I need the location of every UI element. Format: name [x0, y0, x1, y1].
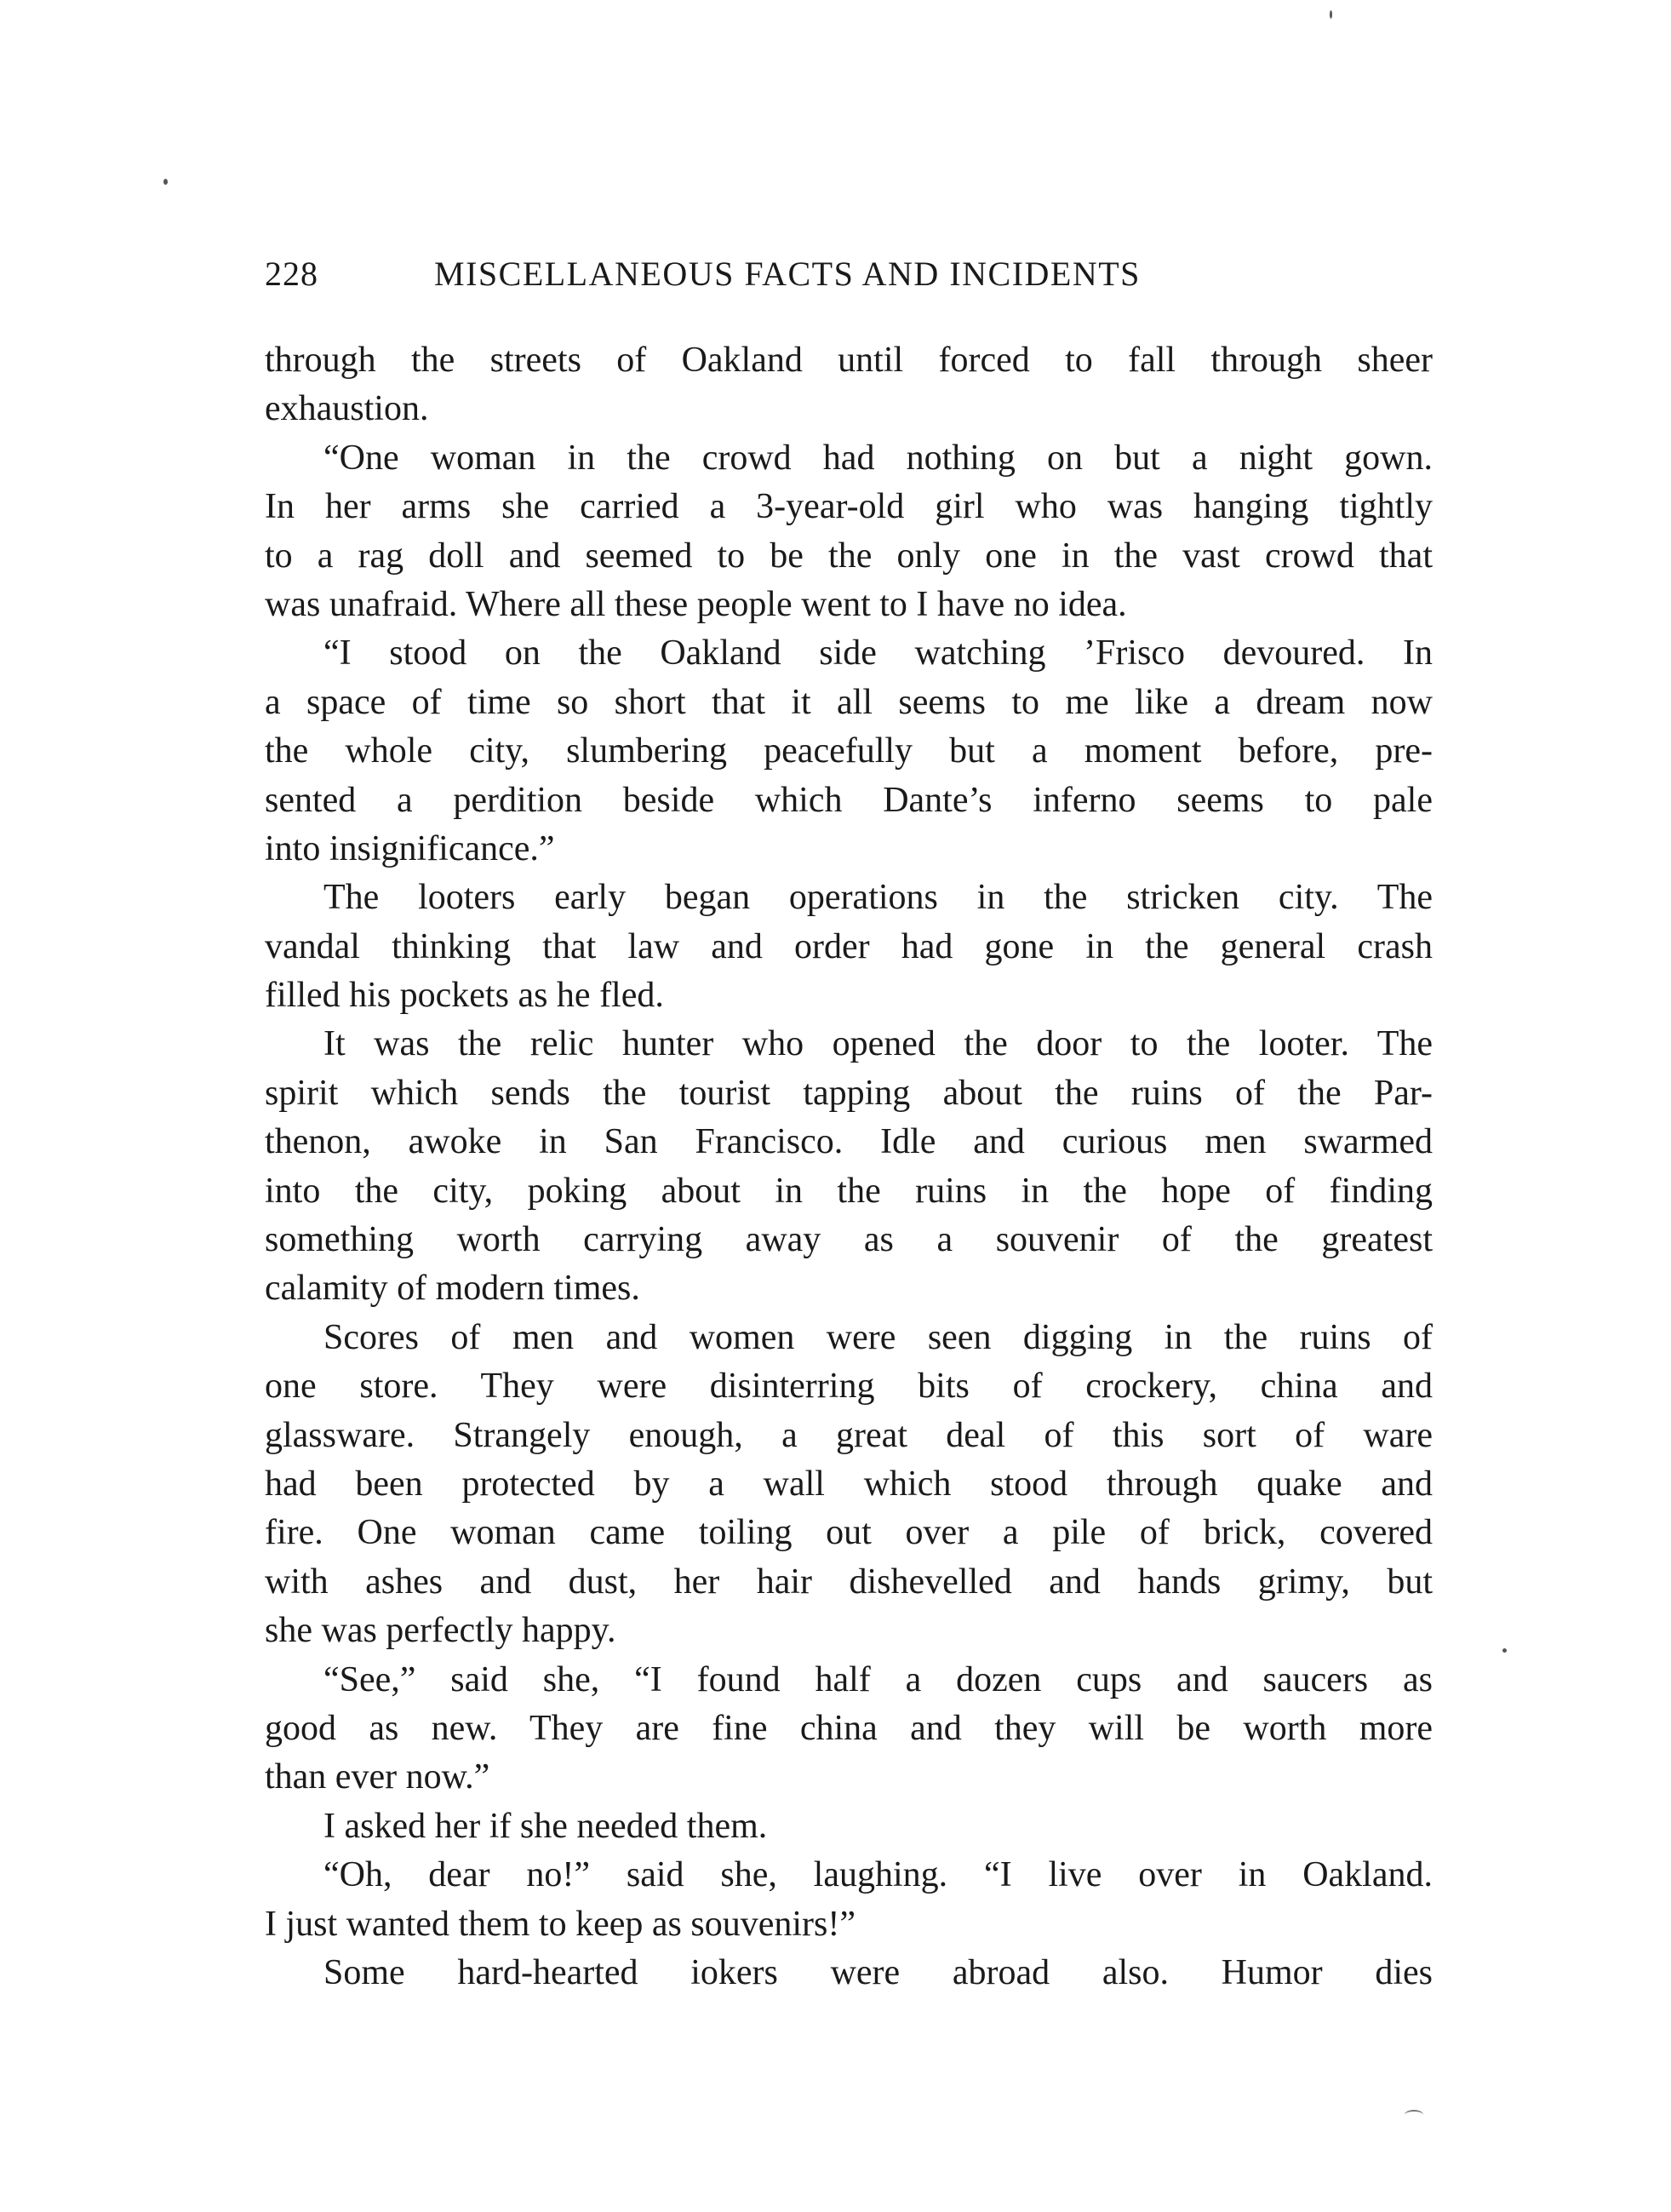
text-line: “One woman in the crowd had nothing on but a night gown. [323, 438, 1433, 478]
text-line: “I stood on the Oakland side watching ’Frisco devoured. In [323, 633, 1433, 673]
text-line: Scores of men and women were seen digging in the ruins of [323, 1317, 1433, 1357]
scan-speck [163, 179, 168, 185]
text-line: one store. They were disinterring bits of crockery, china and [265, 1367, 1433, 1407]
text-line: to a rag doll and seemed to be the only one in the vast crowd that [265, 536, 1433, 576]
text-line: than ever now.” [265, 1757, 490, 1797]
scan-speck [1330, 10, 1332, 19]
text-line: exhaustion. [265, 389, 429, 429]
text-line: “See,” said she, “I found half a dozen cups and saucers as [323, 1659, 1433, 1699]
scan-speck [1405, 2110, 1423, 2120]
running-title: MISCELLANEOUS FACTS AND INCIDENTS [434, 255, 1141, 293]
text-line: thenon, awoke in San Francisco. Idle and curious men swarmed [265, 1122, 1433, 1162]
text-line: calamity of modern times. [265, 1269, 640, 1309]
text-line: into insignificance.” [265, 828, 555, 868]
text-line: was unafraid. Where all these people went to I have no idea. [265, 584, 1127, 624]
text-line: spirit which sends the tourist tapping about the ruins of the Par- [265, 1073, 1433, 1113]
text-line: good as new. They are fine china and they will be worth more [265, 1708, 1433, 1748]
text-line: Some hard-hearted iokers were abroad also. Humor dies [323, 1952, 1433, 1992]
text-line: “Oh, dear no!” said she, laughing. “I live over in Oakland. [323, 1855, 1433, 1895]
text-line: sented a perdition beside which Dante’s inferno seems to pale [265, 780, 1433, 820]
text-line: filled his pockets as he fled. [265, 976, 664, 1016]
text-line: fire. One woman came toiling out over a pile of brick, covered [265, 1513, 1433, 1553]
scan-speck [1502, 1648, 1507, 1653]
text-line: vandal thinking that law and order had gone in the general crash [265, 926, 1433, 966]
text-line: into the city, poking about in the ruins in the hope of finding [265, 1171, 1433, 1211]
text-line: glassware. Strangely enough, a great deal of this sort of ware [265, 1415, 1433, 1455]
text-line: with ashes and dust, her hair dishevelled and hands grimy, but [265, 1562, 1433, 1602]
running-head [265, 254, 1439, 305]
text-line: In her arms she carried a 3-year-old girl who was hanging tightly [265, 487, 1433, 527]
body-text [265, 336, 1433, 1997]
text-line: It was the relic hunter who opened the door to the looter. The [323, 1024, 1433, 1064]
page-number: 228 [265, 255, 318, 293]
text-line: I just wanted them to keep as souvenirs!” [265, 1904, 856, 1944]
text-line: a space of time so short that it all seems to me like a dream now [265, 682, 1433, 722]
text-line: had been protected by a wall which stood through quake and [265, 1464, 1433, 1504]
text-line: The looters early began operations in the stricken city. The [323, 878, 1433, 918]
text-line: something worth carrying away as a souvenir of the greatest [265, 1220, 1433, 1260]
text-line: through the streets of Oakland until forced to fall through sheer [265, 341, 1433, 380]
text-line: I asked her if she needed them. [323, 1806, 768, 1846]
text-line: the whole city, slumbering peacefully but a moment before, pre- [265, 731, 1433, 771]
text-line: she was perfectly happy. [265, 1611, 616, 1651]
